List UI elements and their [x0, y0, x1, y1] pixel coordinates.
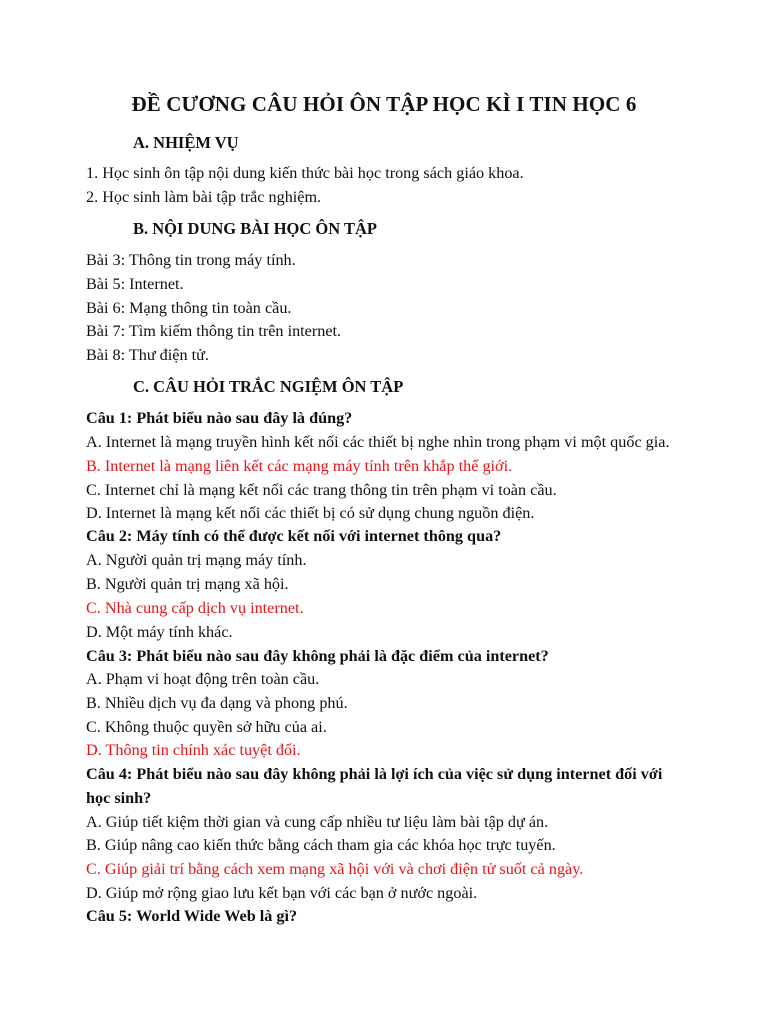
question-4-option-d: D. Giúp mở rộng giao lưu kết bạn với các bạn ở nước ngoài. — [86, 884, 478, 902]
question-4-option-b: B. Giúp nâng cao kiến thức bằng cách tham gia các khóa học trực tuyến. — [86, 836, 556, 854]
question-2-option-d: D. Một máy tính khác. — [86, 623, 233, 641]
question-1-option-b-correct: B. Internet là mạng liên kết các mạng máy tính trên khắp thế giới. — [86, 457, 513, 475]
lesson-item: Bài 3: Thông tin trong máy tính. — [86, 251, 296, 269]
lesson-item: Bài 6: Mạng thông tin toàn cầu. — [86, 299, 292, 317]
section-c-heading: C. CÂU HỎI TRẮC NGIỆM ÔN TẬP — [133, 377, 404, 396]
question-1-option-c: C. Internet chỉ là mạng kết nối các trang thông tin trên phạm vi toàn cầu. — [86, 481, 557, 499]
question-3-option-a: A. Phạm vi hoạt động trên toàn cầu. — [86, 670, 320, 688]
question-3-option-c: C. Không thuộc quyền sở hữu của ai. — [86, 718, 327, 736]
question-5: Câu 5: World Wide Web là gì? — [86, 907, 298, 925]
question-3: Câu 3: Phát biểu nào sau đây không phải là đặc điểm của internet? — [86, 647, 549, 665]
question-4-option-a: A. Giúp tiết kiệm thời gian và cung cấp nhiều tư liệu làm bài tập dự án. — [86, 813, 549, 831]
question-1-option-a: A. Internet là mạng truyền hình kết nối các thiết bị nghe nhìn trong phạm vi một quốc gia. — [86, 433, 670, 451]
question-4: Câu 4: Phát biểu nào sau đây không phải là lợi ích của việc sử dụng internet đối với — [86, 765, 663, 783]
question-2: Câu 2: Máy tính có thể được kết nối với internet thông qua? — [86, 527, 502, 545]
question-1: Câu 1: Phát biểu nào sau đây là đúng? — [86, 409, 353, 427]
section-b-heading: B. NỘI DUNG BÀI HỌC ÔN TẬP — [133, 219, 378, 238]
question-3-option-d-correct: D. Thông tin chính xác tuyệt đối. — [86, 741, 301, 759]
question-3-option-b: B. Nhiều dịch vụ đa dạng và phong phú. — [86, 694, 348, 712]
document-title: ĐỀ CƯƠNG CÂU HỎI ÔN TẬP HỌC KÌ I TIN HỌC 6 — [131, 92, 637, 116]
lesson-item: Bài 7: Tìm kiếm thông tin trên internet. — [86, 322, 342, 340]
question-2-option-c-correct: C. Nhà cung cấp dịch vụ internet. — [86, 599, 304, 617]
lesson-item: Bài 5: Internet. — [86, 275, 184, 293]
question-4-option-c-correct: C. Giúp giải trí bằng cách xem mạng xã hội với và chơi điện tử suốt cả ngày. — [86, 860, 584, 878]
lesson-item: Bài 8: Thư điện tử. — [86, 346, 209, 364]
task-item: 2. Học sinh làm bài tập trắc nghiệm. — [86, 188, 322, 206]
question-4-continued: học sinh? — [86, 789, 152, 807]
task-item: 1. Học sinh ôn tập nội dung kiến thức bài học trong sách giáo khoa. — [86, 164, 524, 182]
section-a-heading: A. NHIỆM VỤ — [133, 133, 239, 152]
question-1-option-d: D. Internet là mạng kết nối các thiết bị có sử dụng chung nguồn điện. — [86, 504, 535, 522]
question-2-option-a: A. Người quản trị mạng máy tính. — [86, 551, 307, 569]
question-2-option-b: B. Người quản trị mạng xã hội. — [86, 575, 289, 593]
